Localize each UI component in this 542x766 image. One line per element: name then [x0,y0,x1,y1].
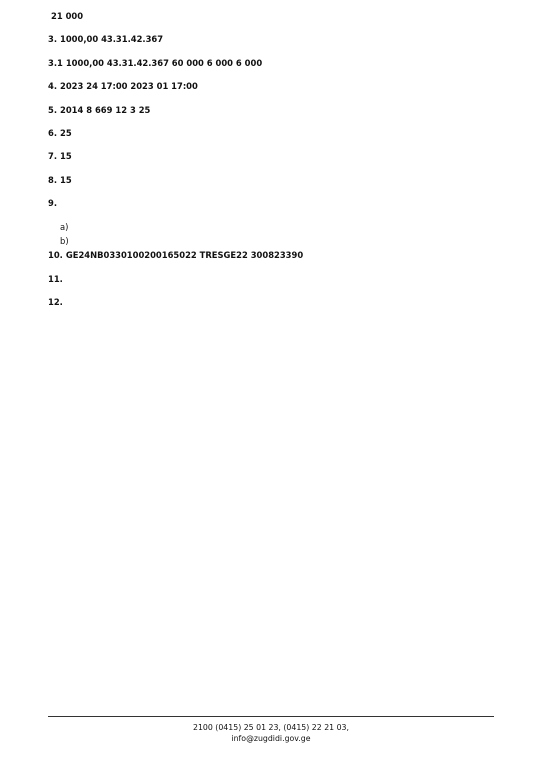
paragraph-5 [48,104,494,116]
paragraph-number: 4. [48,81,58,92]
sub-item-b [60,235,494,247]
paragraph-number: 8. [48,174,58,185]
sub-item-list [48,221,494,248]
paragraph-number: 11. [48,273,63,284]
paragraph-intro [48,10,494,22]
paragraph-number: 3. [48,34,58,45]
paragraph-9 [48,197,494,209]
paragraph-7 [48,150,494,162]
paragraph-figures: 15 [60,151,72,162]
paragraph-6 [48,127,494,139]
paragraph-8 [48,174,494,186]
footer-email: info@zugdidi.gov.ge [231,734,311,743]
paragraph-3 [48,33,494,45]
paragraph-number: 5. [48,104,58,115]
paragraph-figures: 21 000 [51,11,84,21]
paragraph-figures: 2023 24 17:00 2023 01 17:00 [60,81,198,92]
footer-address-phones: 2100 (0415) 25 01 23, (0415) 22 21 03, [192,723,349,732]
paragraph-10 [48,249,494,261]
paragraph-list-after [48,249,494,308]
paragraph-number: 7. [48,151,58,162]
paragraph-3-1 [48,57,494,69]
paragraph-figures: GE24NB0330100200165022 TRESGE22 300823390 [65,250,304,261]
paragraph-list [48,10,494,210]
paragraph-number: 6. [48,128,58,139]
paragraph-12 [48,296,494,308]
paragraph-figures: 1000,00 43.31.42.367 [60,34,164,45]
page-footer [48,716,494,744]
sub-item-marker: a) [60,221,69,232]
sub-item-a [60,221,494,233]
paragraph-number: 12. [48,297,63,308]
paragraph-11 [48,273,494,285]
paragraph-figures: 2014 8 669 12 3 25 [60,104,151,115]
paragraph-figures: 15 [60,174,72,185]
sub-item-marker: b) [60,236,69,247]
paragraph-number: 3.1 [48,57,63,68]
paragraph-4 [48,80,494,92]
paragraph-figures: 25 [60,128,72,139]
paragraph-number: 9. [48,198,58,209]
paragraph-figures: 1000,00 43.31.42.367 60 000 6 000 6 000 [65,57,263,68]
paragraph-number: 10. [48,250,63,261]
